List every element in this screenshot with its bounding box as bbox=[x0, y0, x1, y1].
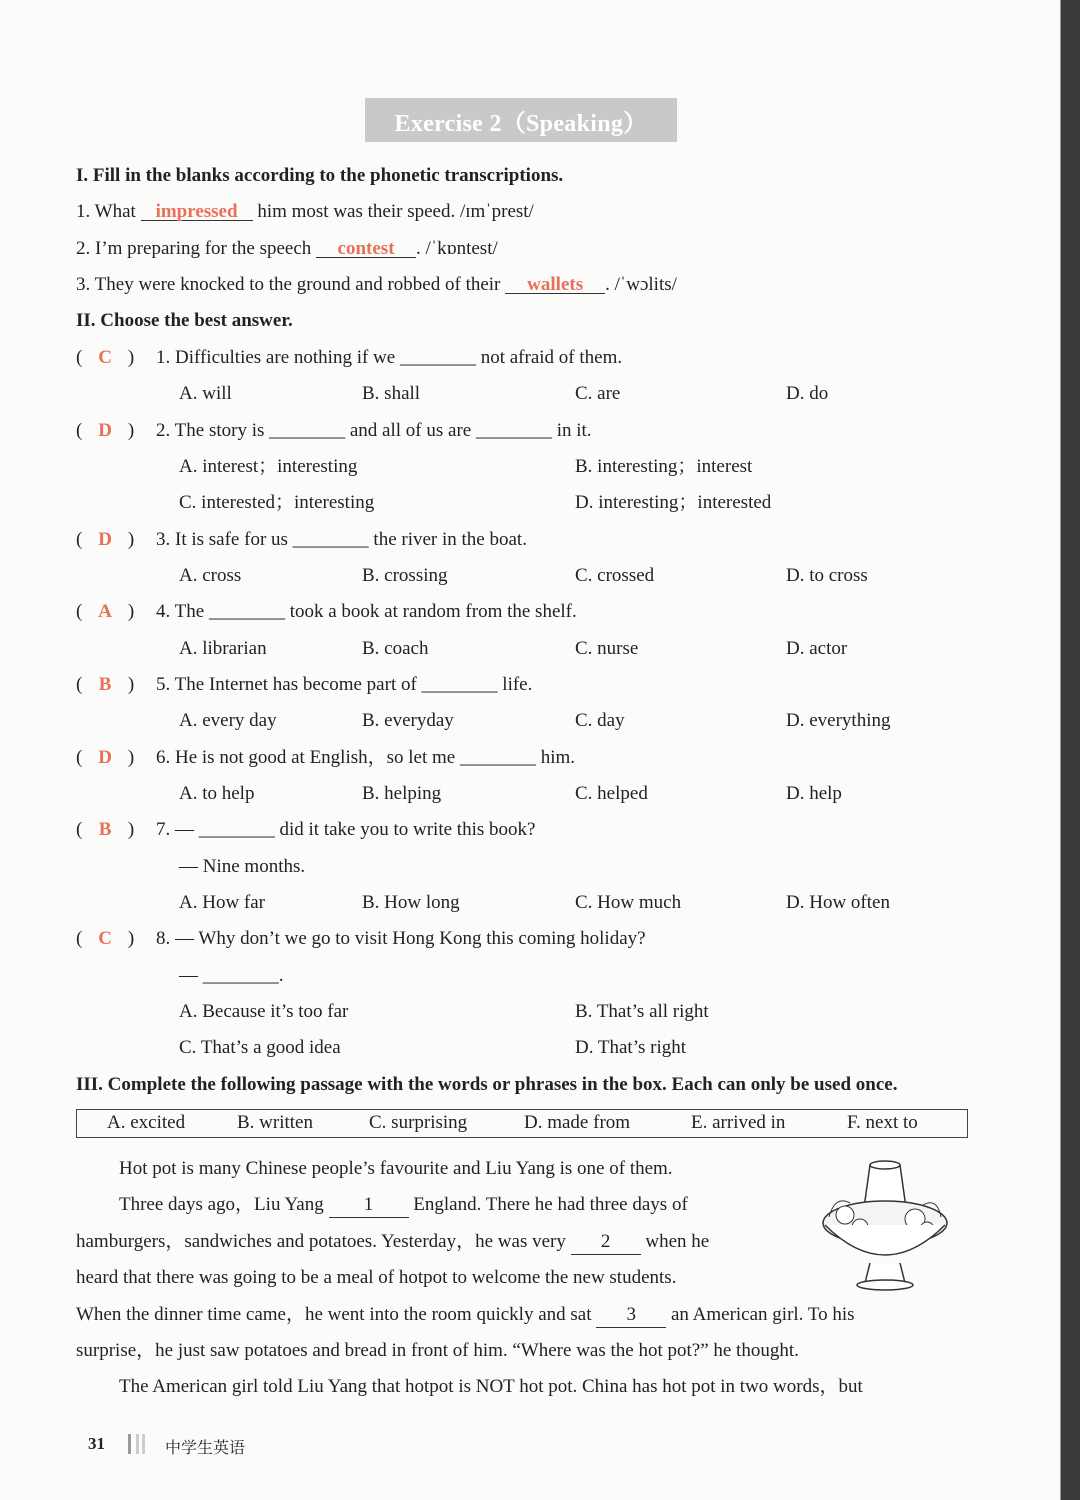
blank-1: 1 bbox=[329, 1193, 409, 1218]
question-8-reply: — ________. bbox=[179, 965, 284, 986]
option: D. help bbox=[786, 783, 842, 804]
passage-line: hamburgers，sandwiches and potatoes. Yesterday，he was very 2 when he bbox=[76, 1230, 709, 1255]
question-6: ( D ) 6. He is not good at English，so let me ________ him. bbox=[76, 747, 576, 768]
word-box-item: D. made from bbox=[524, 1112, 631, 1133]
question-7-reply: — Nine months. bbox=[179, 856, 306, 877]
passage-line: surprise，he just saw potatoes and bread in front of him. “Where was the hot pot?” he thought. bbox=[76, 1340, 799, 1361]
question-1: ( C ) 1. Difficulties are nothing if we ________ not afraid of them. bbox=[76, 347, 623, 368]
word-box-item: C. surprising bbox=[369, 1112, 468, 1133]
passage-line: heard that there was going to be a meal of hotpot to welcome the new students. bbox=[76, 1267, 677, 1288]
passage-line: Hot pot is many Chinese people’s favourite and Liu Yang is one of them. bbox=[119, 1158, 673, 1179]
word-box-item: A. excited bbox=[107, 1112, 186, 1133]
option: D. interesting；interested bbox=[575, 492, 772, 513]
answer-8: C bbox=[98, 928, 112, 949]
option: A. How far bbox=[179, 892, 266, 913]
answer-5: B bbox=[98, 674, 112, 695]
footer-divider bbox=[128, 1434, 148, 1454]
option: B. helping bbox=[362, 783, 442, 804]
option: C. day bbox=[575, 710, 625, 731]
option: D. everything bbox=[786, 710, 891, 731]
blank-3: 3 bbox=[596, 1303, 666, 1328]
option: B. crossing bbox=[362, 565, 448, 586]
fill-answer-1: impressed bbox=[141, 200, 253, 221]
question-7: ( B ) 7. — ________ did it take you to write this book? bbox=[76, 819, 536, 840]
option: D. How often bbox=[786, 892, 890, 913]
answer-2: D bbox=[98, 420, 112, 441]
fill-answer-3: wallets bbox=[505, 273, 605, 294]
fill-item-1: 1. What impressed him most was their speed. /ɪmˈprest/ bbox=[76, 201, 534, 222]
fill-answer-2: contest bbox=[316, 237, 416, 258]
passage-line: Three days ago，Liu Yang 1 England. There he had three days of bbox=[119, 1193, 688, 1218]
option: B. coach bbox=[362, 638, 429, 659]
option: B. How long bbox=[362, 892, 460, 913]
fill-item-3: 3. They were knocked to the ground and robbed of their wallets . /ˈwɔlits/ bbox=[76, 274, 677, 295]
hotpot-illustration bbox=[815, 1155, 955, 1295]
option: B. interesting；interest bbox=[575, 456, 753, 477]
fill-item-2: 2. I’m preparing for the speech contest . /ˈkɒntest/ bbox=[76, 238, 498, 259]
option: D. That’s right bbox=[575, 1037, 687, 1058]
option: C. are bbox=[575, 383, 621, 404]
answer-1: C bbox=[98, 347, 112, 368]
section-3-heading: III. Complete the following passage with the words or phrases in the box. Each can only be used once. bbox=[76, 1074, 898, 1095]
answer-7: B bbox=[98, 819, 112, 840]
book-title: 中学生英语 bbox=[165, 1438, 246, 1457]
option: C. That’s a good idea bbox=[179, 1037, 341, 1058]
word-box bbox=[76, 1109, 968, 1138]
section-2-heading: II. Choose the best answer. bbox=[76, 310, 293, 331]
exercise-title: Exercise 2（Speaking） bbox=[365, 98, 677, 142]
option: B. That’s all right bbox=[575, 1001, 709, 1022]
option: A. to help bbox=[179, 783, 255, 804]
option: C. crossed bbox=[575, 565, 655, 586]
option: A. Because it’s too far bbox=[179, 1001, 349, 1022]
answer-4: A bbox=[98, 601, 112, 622]
question-8: ( C ) 8. — Why don’t we go to visit Hong Kong this coming holiday? bbox=[76, 928, 646, 949]
passage-line: When the dinner time came，he went into the room quickly and sat 3 an American girl. To his bbox=[76, 1303, 855, 1328]
answer-3: D bbox=[98, 529, 112, 550]
option: D. do bbox=[786, 383, 829, 404]
option: D. actor bbox=[786, 638, 848, 659]
option: A. will bbox=[179, 383, 232, 404]
option: C. How much bbox=[575, 892, 682, 913]
option: A. interest；interesting bbox=[179, 456, 358, 477]
option: C. helped bbox=[575, 783, 648, 804]
option: A. cross bbox=[179, 565, 242, 586]
word-box-item: B. written bbox=[237, 1112, 313, 1133]
option: A. every day bbox=[179, 710, 277, 731]
question-4: ( A ) 4. The ________ took a book at random from the shelf. bbox=[76, 601, 577, 622]
option: A. librarian bbox=[179, 638, 267, 659]
option: C. interested；interesting bbox=[179, 492, 375, 513]
question-3: ( D ) 3. It is safe for us ________ the river in the boat. bbox=[76, 529, 527, 550]
option: B. shall bbox=[362, 383, 421, 404]
option: B. everyday bbox=[362, 710, 454, 731]
question-2: ( D ) 2. The story is ________ and all of us are ________ in it. bbox=[76, 420, 592, 441]
word-box-item: E. arrived in bbox=[691, 1112, 786, 1133]
section-1-heading: I. Fill in the blanks according to the phonetic transcriptions. bbox=[76, 165, 564, 186]
blank-2: 2 bbox=[571, 1230, 641, 1255]
option: C. nurse bbox=[575, 638, 639, 659]
word-box-item: F. next to bbox=[847, 1112, 918, 1133]
option: D. to cross bbox=[786, 565, 868, 586]
passage-line: The American girl told Liu Yang that hotpot is NOT hot pot. China has hot pot in two words，but bbox=[119, 1376, 863, 1397]
question-5: ( B ) 5. The Internet has become part of ________ life. bbox=[76, 674, 533, 695]
page-number: 31 bbox=[88, 1434, 105, 1453]
answer-6: D bbox=[98, 747, 112, 768]
